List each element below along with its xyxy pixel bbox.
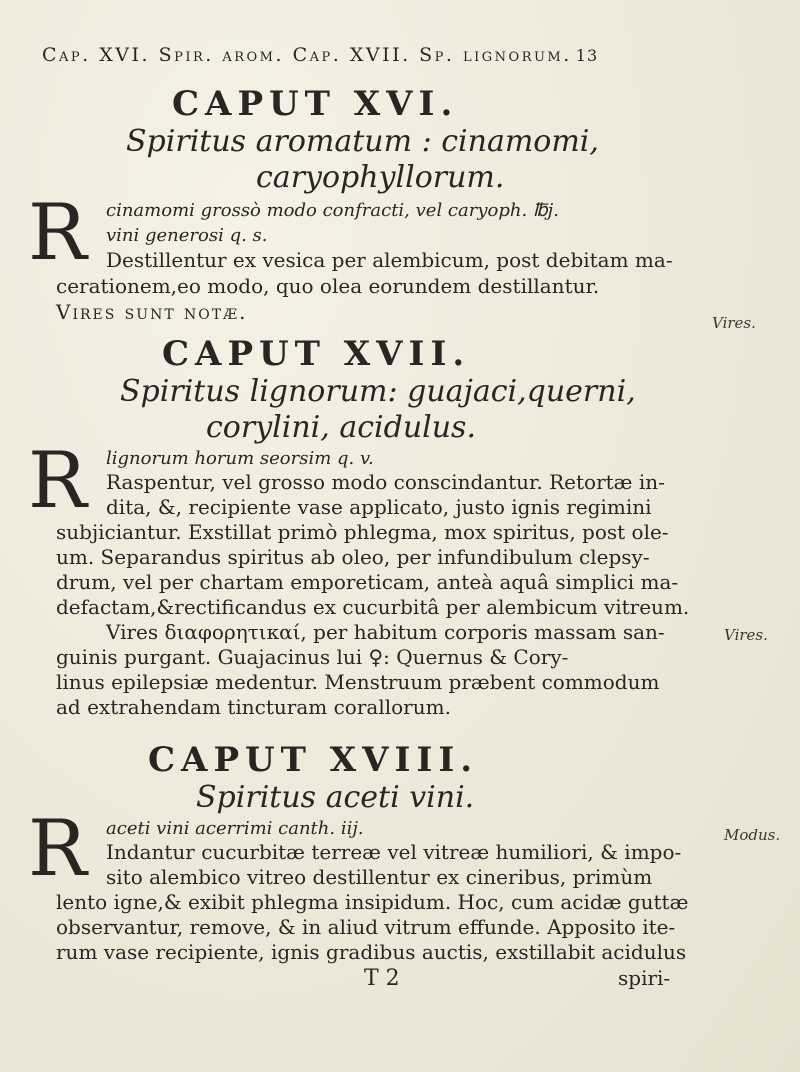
- drop-capital: R: [28, 804, 87, 894]
- text-line: Vires sunt notæ.: [56, 300, 248, 324]
- text-line: sito alembico vitreo destillentur ex cineribus, primùm: [106, 865, 653, 889]
- text-line: rum vase recipiente, ignis gradibus auctis, exstillabit acidulus: [56, 940, 687, 964]
- signature-mark: T 2: [364, 966, 400, 991]
- text-line: cerationem,eo modo, quo olea eorundem destillantur.: [56, 274, 600, 298]
- text-line: dita, &, recipiente vase applicato, justo ignis regimini: [106, 495, 652, 519]
- drop-capital: R: [28, 188, 87, 278]
- margin-note: Vires.: [712, 314, 756, 332]
- recipe-ingredient: vini generosi q. s.: [106, 225, 268, 246]
- text-line: lento igne,& exibit phlegma insipidum. Hoc, cum acidæ guttæ: [56, 890, 689, 914]
- margin-note: Modus.: [724, 826, 781, 844]
- text-line: defactam,&rectificandus ex cucurbitâ per alembicum vitreum.: [56, 595, 690, 619]
- text-line: Indantur cucurbitæ terreæ vel vitreæ humiliori, & impo-: [106, 840, 682, 864]
- text-line: guinis purgant. Guajacinus lui ♀: Quernus & Cory-: [56, 645, 569, 669]
- text-line: ad extrahendam tincturam corallorum.: [56, 695, 451, 719]
- section-subtitle: corylini, acidulus.: [206, 410, 476, 445]
- margin-note: Vires.: [724, 626, 768, 644]
- section-subtitle: caryophyllorum.: [256, 160, 505, 195]
- running-head-text: Cap. XVI. Spir. arom. Cap. XVII. Sp. lignorum.: [42, 44, 572, 66]
- text-line: linus epilepsiæ medentur. Menstruum præbent commodum: [56, 670, 660, 694]
- recipe-ingredient: lignorum horum seorsim q. v.: [106, 448, 374, 469]
- drop-capital: R: [28, 436, 87, 526]
- text-line: drum, vel per chartam emporeticam, anteà aquâ simplici ma-: [56, 570, 679, 594]
- section-heading: CAPUT XVIII.: [148, 740, 479, 780]
- page-number: 13: [575, 46, 599, 65]
- section-heading: CAPUT XVI.: [172, 84, 459, 124]
- running-head: [42, 44, 598, 66]
- text-line: Vires διαφορητικαί, per habitum corporis massam san-: [106, 620, 665, 644]
- section-heading: CAPUT XVII.: [162, 334, 471, 374]
- recipe-ingredient: aceti vini acerrimi canth. iij.: [106, 818, 364, 839]
- section-subtitle: Spiritus lignorum: guajaci,querni,: [120, 374, 636, 409]
- recipe-ingredient: cinamomi grossò modo confracti, vel caryoph. ℔j.: [106, 200, 559, 221]
- catchword: spiri-: [618, 966, 671, 990]
- section-subtitle: Spiritus aromatum : cinamomi,: [126, 124, 599, 159]
- text-line: subjiciantur. Exstillat primò phlegma, mox spiritus, post ole-: [56, 520, 669, 544]
- text-line: observantur, remove, & in aliud vitrum effunde. Apposito ite-: [56, 915, 676, 939]
- text-line: Raspentur, vel grosso modo conscindantur. Retortæ in-: [106, 470, 665, 494]
- section-subtitle: Spiritus aceti vini.: [196, 780, 475, 815]
- text-line: Destillentur ex vesica per alembicum, post debitam ma-: [106, 248, 673, 272]
- text-line: um. Separandus spiritus ab oleo, per infundibulum clepsy-: [56, 545, 650, 569]
